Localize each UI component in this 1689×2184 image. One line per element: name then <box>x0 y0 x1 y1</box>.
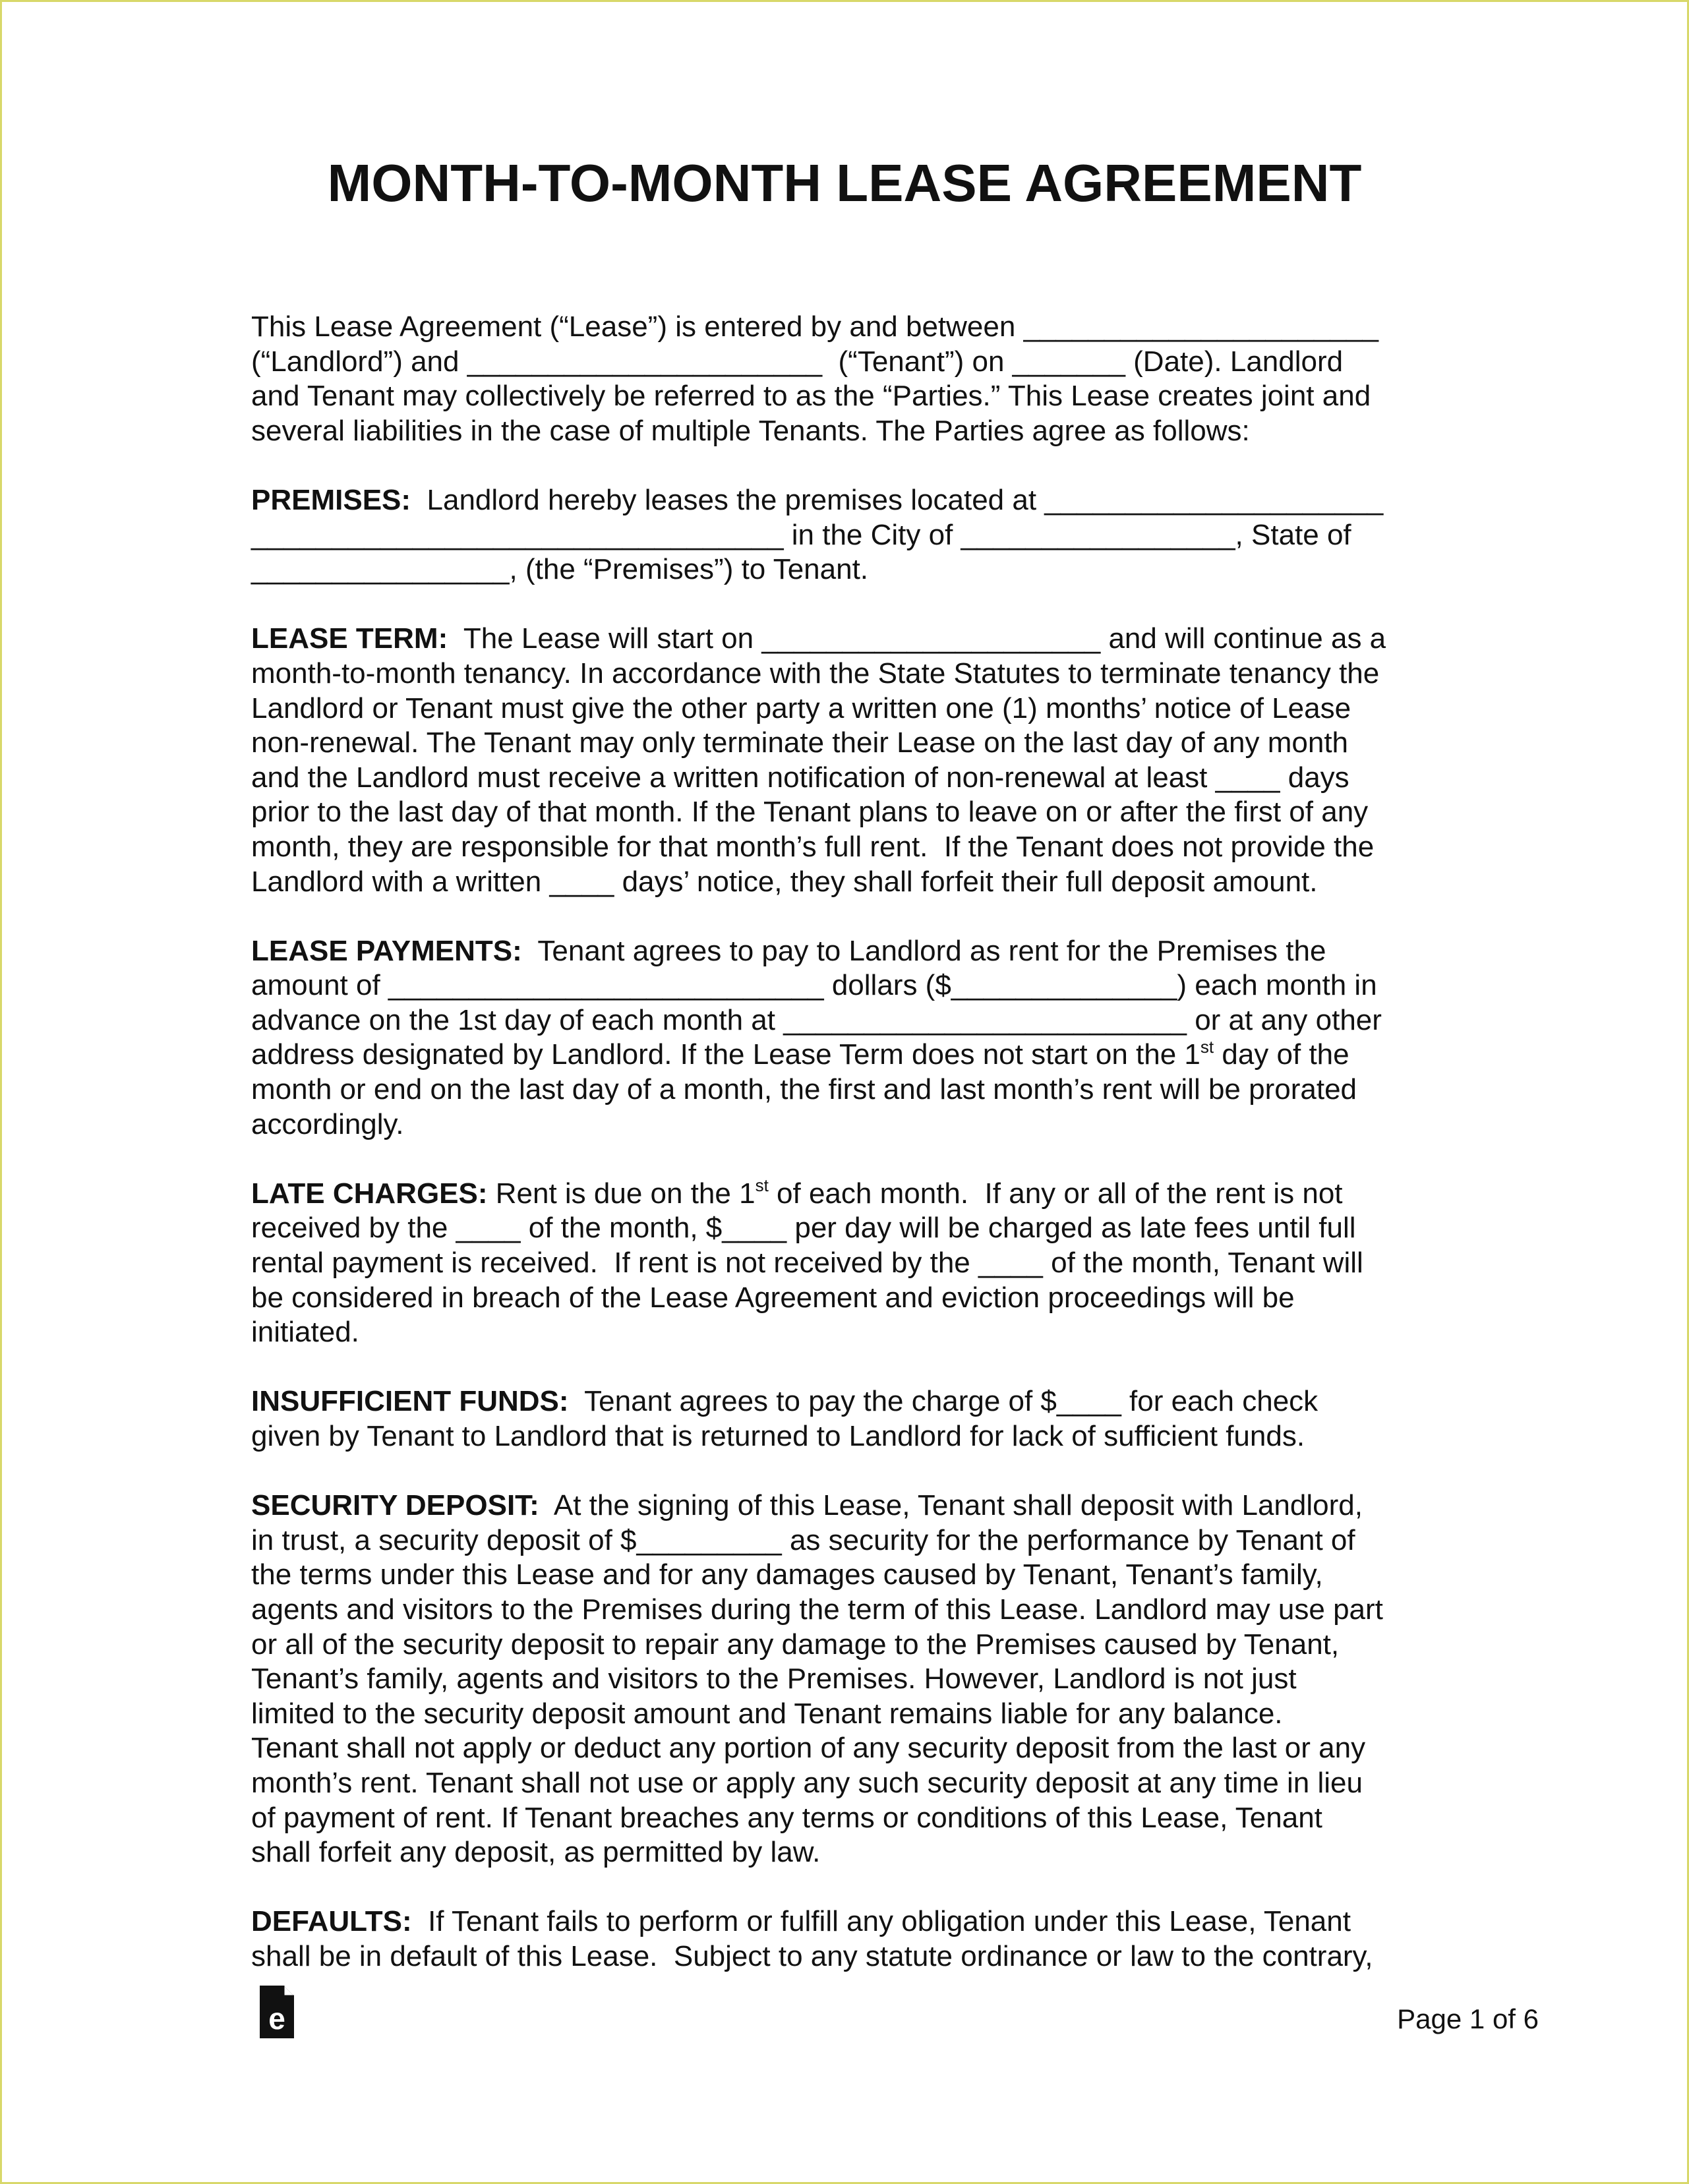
ordinal-superscript: st <box>755 1175 769 1196</box>
insufficient-funds-heading: INSUFFICIENT FUNDS: <box>251 1385 569 1418</box>
insufficient-funds-line-2: given by Tenant to Landlord that is returned to Landlord for lack of sufficient funds. <box>251 1420 1305 1452</box>
lease-term-line-2: month-to-month tenancy. In accordance with the State Statutes to terminate tenancy the <box>251 657 1380 690</box>
security-deposit-line-3: the terms under this Lease and for any damages caused by Tenant, Tenant’s family, <box>251 1558 1323 1591</box>
lease-term-line-3: Landlord or Tenant must give the other party a written one (1) months’ notice of Lease <box>251 692 1351 724</box>
security-deposit-section <box>251 1489 1451 1870</box>
lease-payments-line-4-tail: day of the <box>1214 1038 1349 1071</box>
lease-payments-line-3: advance on the 1st day of each month at _________________________ or at any other <box>251 1003 1382 1036</box>
intro-line-3: and Tenant may collectively be referred to as the “Parties.” This Lease creates joint and <box>251 380 1371 413</box>
intro-paragraph <box>251 310 1451 448</box>
security-deposit-line-11: shall forfeit any deposit, as permitted by law. <box>251 1836 821 1869</box>
late-charges-heading: LATE CHARGES: <box>251 1177 488 1210</box>
premises-line-3: ________________, (the “Premises”) to Tenant. <box>251 553 869 586</box>
lease-term-section <box>251 622 1451 899</box>
security-deposit-line-5: or all of the security deposit to repair any damage to the Premises caused by Tenant, <box>251 1628 1340 1661</box>
page-number: Page 1 of 6 <box>1397 2003 1539 2034</box>
lease-payments-line-5: month or end on the last day of a month, the first and last month’s rent will be prorated <box>251 1073 1357 1106</box>
security-deposit-line-4: agents and visitors to the Premises during the term of this Lease. Landlord may use part <box>251 1593 1383 1626</box>
lease-payments-line-2: amount of ___________________________ dollars ($______________) each month in <box>251 969 1377 1002</box>
defaults-heading: DEFAULTS: <box>251 1905 412 1938</box>
security-deposit-heading: SECURITY DEPOSIT: <box>251 1489 539 1522</box>
lease-term-line-6: prior to the last day of that month. If the Tenant plans to leave on or after the first of any <box>251 796 1369 829</box>
eforms-document-logo-icon <box>257 1984 297 2041</box>
security-deposit-line-1: At the signing of this Lease, Tenant shall deposit with Landlord, <box>539 1489 1363 1522</box>
late-charges-line-2: received by the ____ of the month, $____ per day will be charged as late fees until full <box>251 1212 1356 1245</box>
lease-term-line-1: The Lease will start on _____________________ and will continue as a <box>448 622 1386 655</box>
late-charges-line-5: initiated. <box>251 1316 359 1349</box>
lease-payments-line-4: address designated by Landlord. If the Lease Term does not start on the 1 <box>251 1038 1200 1071</box>
security-deposit-line-6: Tenant’s family, agents and visitors to the Premises. However, Landlord is not just <box>251 1663 1297 1696</box>
lease-payments-heading: LEASE PAYMENTS: <box>251 934 522 967</box>
security-deposit-line-10: of payment of rent. If Tenant breaches any terms or conditions of this Lease, Tenant <box>251 1801 1322 1834</box>
ordinal-superscript: st <box>1200 1036 1214 1057</box>
insufficient-funds-line-1: Tenant agrees to pay the charge of $____ for each check <box>568 1385 1319 1418</box>
lease-term-line-4: non-renewal. The Tenant may only terminate their Lease on the last day of any month <box>251 726 1349 759</box>
lease-term-line-5: and the Landlord must receive a written notification of non-renewal at least ____ days <box>251 761 1349 794</box>
intro-line-4: several liabilities in the case of multiple Tenants. The Parties agree as follows: <box>251 414 1250 447</box>
security-deposit-line-8: Tenant shall not apply or deduct any portion of any security deposit from the last or any <box>251 1732 1366 1765</box>
late-charges-line-4: be considered in breach of the Lease Agreement and eviction proceedings will be <box>251 1281 1295 1314</box>
document-body <box>251 310 1451 2009</box>
lease-payments-line-6: accordingly. <box>251 1107 404 1140</box>
lease-payments-section <box>251 934 1451 1142</box>
document-title: MONTH-TO-MONTH LEASE AGREEMENT <box>327 154 1362 212</box>
logo-letter: e <box>268 2001 285 2036</box>
insufficient-funds-section <box>251 1384 1451 1454</box>
late-charges-section <box>251 1177 1451 1350</box>
intro-line-2: (“Landlord”) and ______________________ (“Tenant”) on _______ (Date). Landlord <box>251 345 1344 378</box>
premises-line-1: Landlord hereby leases the premises located at _____________________ <box>411 483 1384 516</box>
security-deposit-line-7: limited to the security deposit amount and Tenant remains liable for any balance. <box>251 1697 1283 1730</box>
security-deposit-line-2: in trust, a security deposit of $_________ as security for the performance by Tenant of <box>251 1523 1355 1556</box>
lease-term-line-7: month, they are responsible for that month’s full rent. If the Tenant does not provide the <box>251 830 1375 863</box>
defaults-line-2: shall be in default of this Lease. Subject to any statute ordinance or law to the contrary, <box>251 1939 1373 1972</box>
premises-line-2: _________________________________ in the City of _________________, State of <box>251 518 1351 551</box>
lease-payments-line-1: Tenant agrees to pay to Landlord as rent for the Premises the <box>521 934 1326 967</box>
late-charges-line-1: Rent is due on the 1 <box>487 1177 756 1210</box>
defaults-line-1: If Tenant fails to perform or fulfill any obligation under this Lease, Tenant <box>411 1905 1351 1938</box>
security-deposit-line-9: month’s rent. Tenant shall not use or apply any such security deposit at any time in lieu <box>251 1766 1363 1799</box>
premises-section <box>251 483 1451 587</box>
intro-line-1: This Lease Agreement (“Lease”) is entered by and between ______________________ <box>251 310 1378 343</box>
late-charges-line-3: rental payment is received. If rent is not received by the ____ of the month, Tenant will <box>251 1247 1363 1280</box>
defaults-section <box>251 1904 1451 1974</box>
lease-term-heading: LEASE TERM: <box>251 622 448 655</box>
premises-heading: PREMISES: <box>251 483 411 516</box>
late-charges-line-1-tail: of each month. If any or all of the rent is not <box>768 1177 1343 1210</box>
lease-term-line-8: Landlord with a written ____ days’ notice, they shall forfeit their full deposit amount. <box>251 865 1318 898</box>
